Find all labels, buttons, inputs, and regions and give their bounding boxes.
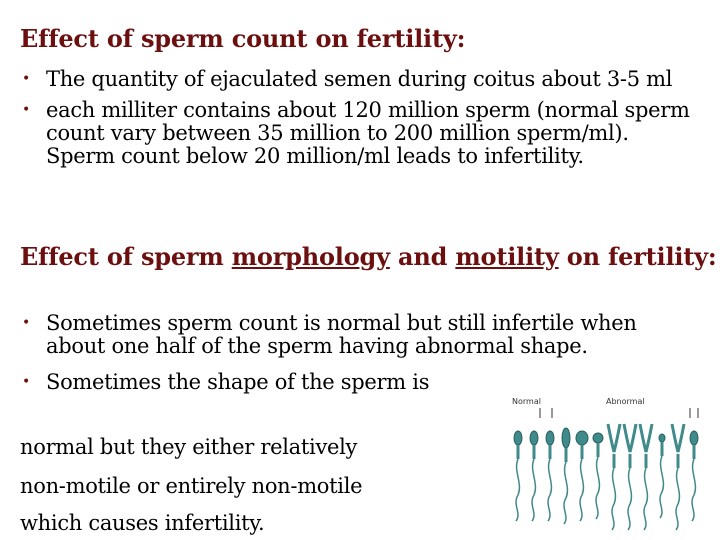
continuation-line: normal but they either relatively [20,435,358,459]
sperm-cell [530,431,538,521]
morphology-list [20,312,700,394]
bullet-icon: • [22,374,30,390]
abnormal-label: Abnormal [606,397,645,406]
bullet-icon: • [22,315,30,331]
sperm-cell [640,424,652,530]
bullet-icon: • [22,102,30,118]
list-item: • Sometimes sperm count is normal but still infertile when about one half of the sperm having abnormal shape. [22,311,637,358]
sperm-count-list [20,68,700,168]
morphology-term: morphology [231,242,390,271]
motility-term: motility [455,242,559,271]
sperm-cell [546,431,554,521]
sperm-cell [659,434,665,518]
sperm-cells [514,424,698,530]
continuation-line: which causes infertility. [20,511,265,535]
list-item: • The quantity of ejaculated semen during coitus about 3-5 ml [22,67,673,91]
sperm-cell [514,431,522,521]
sperm-cell [562,428,570,524]
list-item: • Sometimes the shape of the sperm is [22,370,430,394]
bullet-icon: • [22,71,30,87]
sperm-cell [690,431,698,521]
sperm-cell [672,424,684,530]
sperm-cell [593,433,603,519]
list-item: • each milliter contains about 120 million sperm (normal sperm count vary between 35 million to 200 million sperm/ml). Sperm count below 20 million/ml leads to infertility. [22,98,690,168]
sperm-cell [608,424,620,530]
sperm-cell [576,431,588,521]
normal-label: Normal [512,397,541,406]
sperm-cell [624,424,636,530]
sperm-morphology-image [498,394,706,534]
heading-morphology-motility: Effect of sperm morphology and motility on fertility: [20,242,717,271]
heading-sperm-count: Effect of sperm count on fertility: [20,24,466,53]
continuation-line: non-motile or entirely non-motile [20,474,363,498]
